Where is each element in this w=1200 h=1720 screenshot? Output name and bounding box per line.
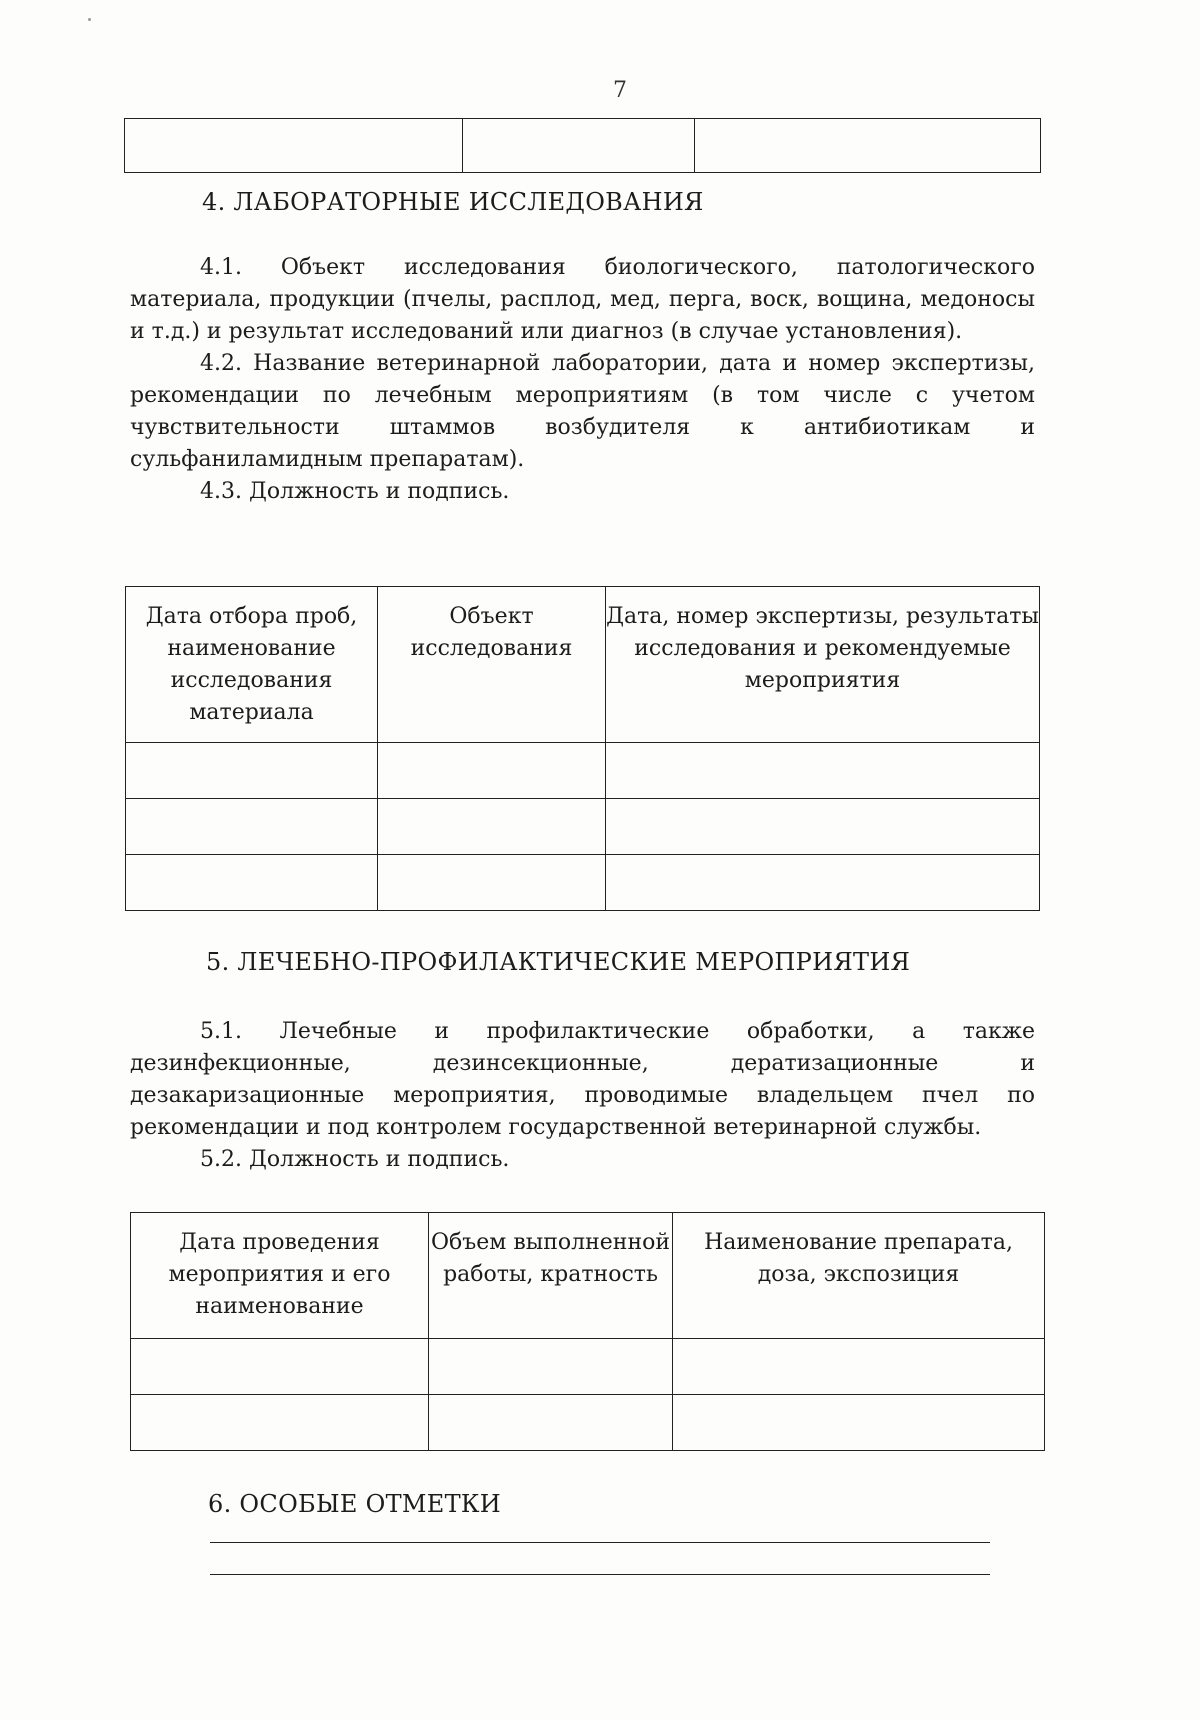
page-number: 7 [613,78,627,103]
table-row [126,743,1040,799]
table-cell[interactable] [125,119,463,173]
paragraph-4-1: 4.1. Объект исследования биологического, патологического материала, продукции (пчелы, расплод, мед, перга, воск, вощина, медоносы и т.д.) и результат исследований или диагноз (в случае установления). [130,255,1035,344]
table-cell[interactable] [606,743,1040,799]
table-row [131,1395,1045,1451]
column-header-work-volume: Объем выполненной работы, кратность [429,1213,673,1339]
table-row [126,855,1040,911]
column-header-measure-date: Дата проведения мероприятия и его наименование [131,1213,429,1339]
table-row [126,799,1040,855]
paragraph-5-1: 5.1. Лечебные и профилактические обработки, а также дезинфекционные, дезинсекционные, дератизационные и дезакаризационные мероприятия, проводимые владельцем пчел по рекомендации и под контролем государственной ветеринарной службы. [130,1019,1035,1140]
paragraph-5-2: 5.2. Должность и подпись. [200,1147,510,1172]
table-row [125,119,1041,173]
section-5-heading: 5. ЛЕЧЕБНО-ПРОФИЛАКТИЧЕСКИЕ МЕРОПРИЯТИЯ [206,948,911,976]
column-header-research-object: Объект исследования [378,587,606,743]
table-cell[interactable] [378,855,606,911]
section-4-heading: 4. ЛАБОРАТОРНЫЕ ИССЛЕДОВАНИЯ [202,188,704,216]
column-header-sampling-date: Дата отбора проб, наименование исследования материала [126,587,378,743]
table-cell[interactable] [673,1339,1045,1395]
table-cell[interactable] [429,1339,673,1395]
treatment-measures-table [130,1212,1045,1451]
top-continuation-table [124,118,1041,173]
table-cell[interactable] [126,855,378,911]
section-4-text [130,252,1035,508]
table-cell[interactable] [378,799,606,855]
column-header-expertise-results: Дата, номер экспертизы, результаты исследования и рекомендуемые мероприятия [606,587,1040,743]
paragraph-4-2: 4.2. Название ветеринарной лаборатории, дата и номер экспертизы, рекомендации по лечебным мероприятиям (в том числе с учетом чувствительности штаммов возбудителя к антибиотикам и сульфаниламидным препаратам). [130,351,1035,472]
table-cell[interactable] [606,855,1040,911]
table-cell[interactable] [126,743,378,799]
section-5-text [130,1016,1035,1176]
table-header-row [131,1213,1045,1339]
lab-research-table [125,586,1040,911]
table-cell[interactable] [606,799,1040,855]
table-cell[interactable] [673,1395,1045,1451]
paragraph-4-3: 4.3. Должность и подпись. [200,479,510,504]
table-cell[interactable] [131,1339,429,1395]
table-cell[interactable] [429,1395,673,1451]
table-cell[interactable] [378,743,606,799]
table-cell[interactable] [463,119,695,173]
notes-line[interactable] [210,1574,990,1575]
section-6-heading: 6. ОСОБЫЕ ОТМЕТКИ [208,1490,502,1518]
notes-line[interactable] [210,1542,990,1543]
table-cell[interactable] [126,799,378,855]
table-cell[interactable] [695,119,1041,173]
scan-speck [88,18,91,21]
table-row [131,1339,1045,1395]
table-header-row [126,587,1040,743]
table-cell[interactable] [131,1395,429,1451]
column-header-drug-dose: Наименование препарата, доза, экспозиция [673,1213,1045,1339]
